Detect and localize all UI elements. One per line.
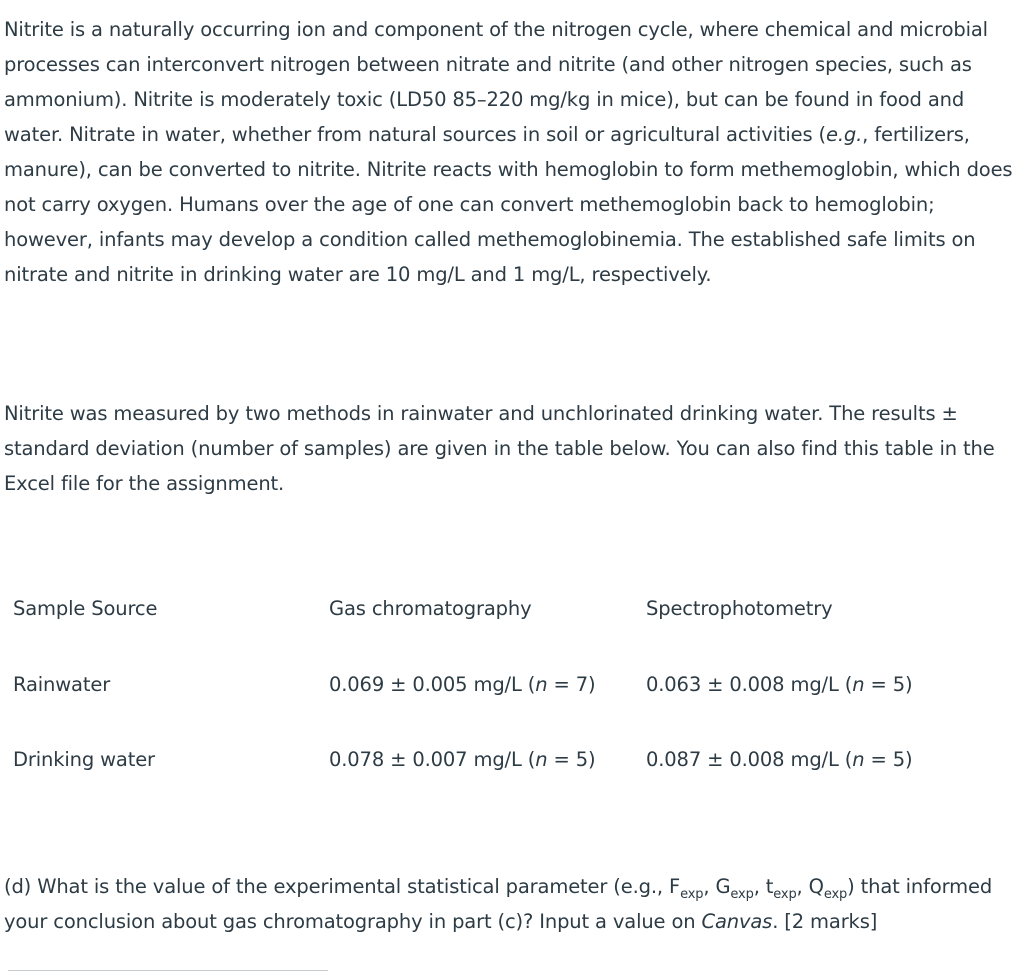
answer-field-edge[interactable] [8, 970, 328, 971]
row-rainwater-source: Rainwater [13, 673, 111, 696]
header-spectrophotometry: Spectrophotometry [646, 597, 833, 620]
header-sample-source: Sample Source [13, 597, 158, 620]
intro-text-after: , fertilizers, manure), can be converted to nitrite. Nitrite reacts with hemoglobin to form methemoglobin, which does not carry oxygen. Humans over the age of one can convert methemoglobin back to hemoglobin; however, infants may develop a condition called methemoglobinemia. The established safe limits on nitrate and nitrite in drinking water are 10 mg/L and 1 mg/L, respectively. [4, 123, 1013, 286]
canvas-text: Canvas [701, 910, 773, 933]
measurement-paragraph: Nitrite was measured by two methods in rainwater and unchlorinated drinking water. The results ± standard deviation (number of samples) are given in the table below. You can also find this table in the Excel file for the assignment. [4, 402, 995, 495]
intro-eg: e.g. [825, 123, 863, 146]
row-drinking-source: Drinking water [13, 748, 155, 771]
intro-text: Nitrite is a naturally occurring ion and component of the nitrogen cycle, where chemical and microbial processes can interconvert nitrogen between nitrate and nitrite (and other nitrogen species, such as ammonium). Nitrite is moderately toxic (LD50 85–220 mg/kg in mice), but can be found in food and water. Nitrate in water, whether from natural sources in soil or agricultural activities ( [4, 18, 988, 146]
question-paragraph: (d) What is the value of the experimental statistical parameter (e.g., $F_{exp}$, $G_{exp}$, $t_{exp}$, $Q_{exp}$) that informed your conclusion about gas chromatography in part (c)? Input a value on Canvas. [2 marks] [4, 875, 993, 933]
row-rainwater-spec: 0.063 ± 0.008 mg/L (n = 5) [646, 673, 913, 696]
header-gas-chromatography: Gas chromatography [329, 597, 532, 620]
intro-paragraph [4, 12, 1020, 292]
row-drinking-spec: 0.087 ± 0.008 mg/L (n = 5) [646, 748, 913, 771]
row-rainwater-gc: 0.069 ± 0.005 mg/L (n = 7) [329, 673, 596, 696]
row-drinking-gc: 0.078 ± 0.007 mg/L (n = 5) [329, 748, 596, 771]
